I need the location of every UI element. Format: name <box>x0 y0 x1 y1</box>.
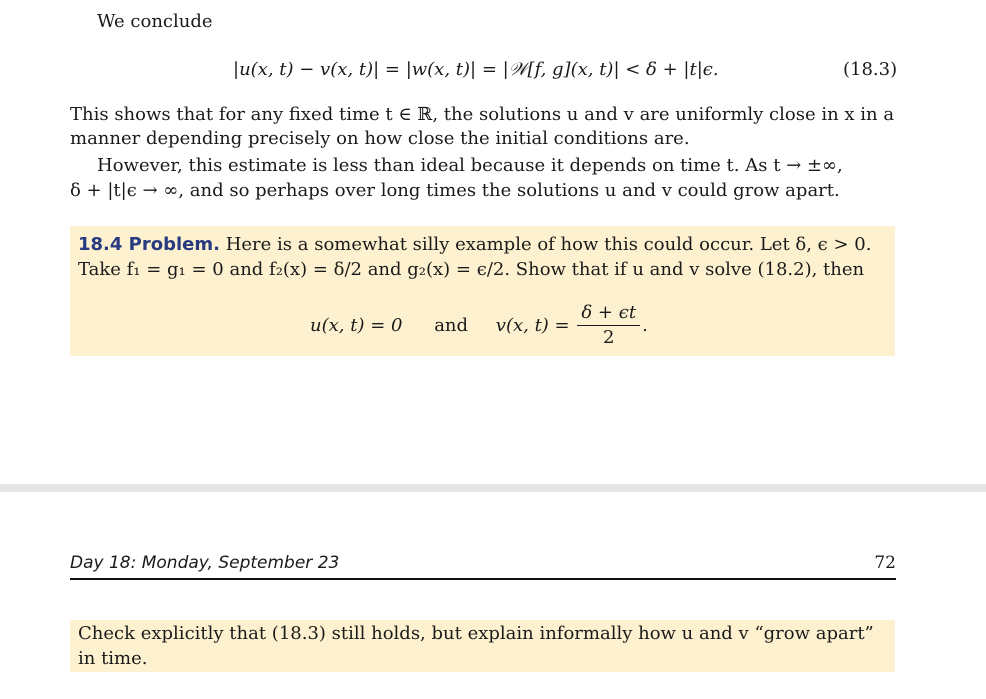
running-header <box>70 552 896 580</box>
period: . <box>642 314 648 336</box>
continued-line2: in time. <box>78 648 148 669</box>
problem-continued-box <box>70 620 895 672</box>
problem-line1 <box>78 234 871 256</box>
problem-label: 18.4 Problem. <box>78 234 220 255</box>
fraction-denominator: 2 <box>602 327 615 348</box>
problem-box <box>70 226 895 356</box>
para1-line2: manner depending precisely on how close the initial conditions are. <box>70 128 690 149</box>
equation-18-3: |u(x, t) − v(x, t)| = |w(x, t)| = |𝒲[f, g](x, t)| < δ + |t|ϵ. <box>233 59 719 80</box>
u-equation: u(x, t) = 0 <box>310 314 403 336</box>
conclude-text: We conclude <box>97 11 213 32</box>
equation-number: (18.3) <box>843 59 898 80</box>
page-number: 72 <box>874 553 896 573</box>
para2-line1: However, this estimate is less than ideal because it depends on time t. As t → ±∞, <box>97 155 843 176</box>
problem-display-equation <box>310 302 648 356</box>
fraction <box>577 302 640 349</box>
header-title: Day 18: Monday, September 23 <box>70 553 340 573</box>
para2-line2: δ + |t|ϵ → ∞, and so perhaps over long times the solutions u and v could grow apart. <box>70 180 840 201</box>
problem-line2: Take f₁ = g₁ = 0 and f₂(x) = δ/2 and g₂(x) = ϵ/2. Show that if u and v solve (18.2), then <box>78 259 865 280</box>
para1-line1: This shows that for any fixed time t ∈ ℝ, the solutions u and v are uniformly close in x in a <box>70 104 895 125</box>
page-72 <box>0 492 986 699</box>
and-word: and <box>434 314 469 336</box>
v-lhs: v(x, t) = <box>495 314 570 336</box>
problem-line1-text: Here is a somewhat silly example of how this could occur. Let δ, ϵ > 0. <box>219 234 872 255</box>
fraction-numerator: δ + ϵt <box>577 302 640 326</box>
continued-line1: Check explicitly that (18.3) still holds, but explain informally how u and v “grow apart” <box>78 623 874 644</box>
page-separator <box>0 484 986 492</box>
